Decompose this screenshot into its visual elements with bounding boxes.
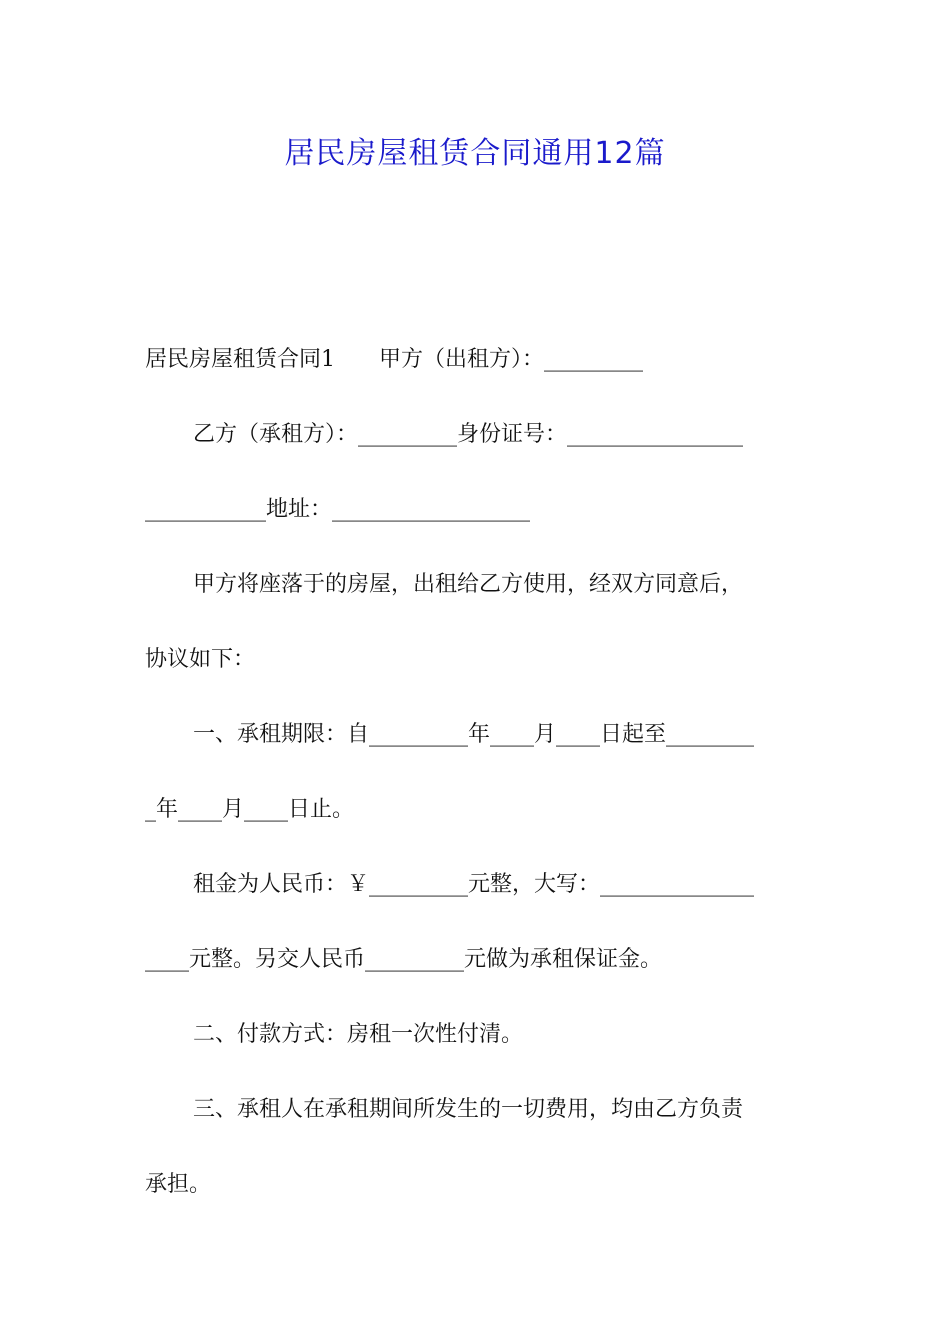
rent-amount-continuation: ____元整。另交人民币_________元做为承租保证金。: [145, 947, 663, 972]
clause-3-fees-continuation: 承担。: [145, 1172, 212, 1197]
address-line: ___________地址：__________________: [145, 497, 531, 522]
agreement-intro-line: 甲方将座落于的房屋，出租给乙方使用，经双方同意后，: [193, 572, 744, 597]
clause-1-term-line: 一、承租期限：自_________年____月____日起至________: [193, 722, 755, 747]
clause-3-fees-line: 三、承租人在承租期间所发生的一切费用，均由乙方负责: [193, 1097, 744, 1122]
document-title: 居民房屋租赁合同通用12篇: [284, 136, 666, 171]
tenant-line: 乙方（承租方）：_________身份证号：________________: [193, 422, 744, 447]
clause-2-payment-line: 二、付款方式：房租一次性付清。: [193, 1022, 524, 1047]
rent-amount-line: 租金为人民币：￥_________元整，大写：______________: [193, 872, 755, 897]
contract-heading-line: 居民房屋租赁合同1 甲方（出租方）：_________: [145, 347, 643, 372]
clause-1-term-continuation: _年____月____日止。: [145, 797, 355, 822]
agreement-intro-continuation: 协议如下：: [145, 647, 256, 672]
